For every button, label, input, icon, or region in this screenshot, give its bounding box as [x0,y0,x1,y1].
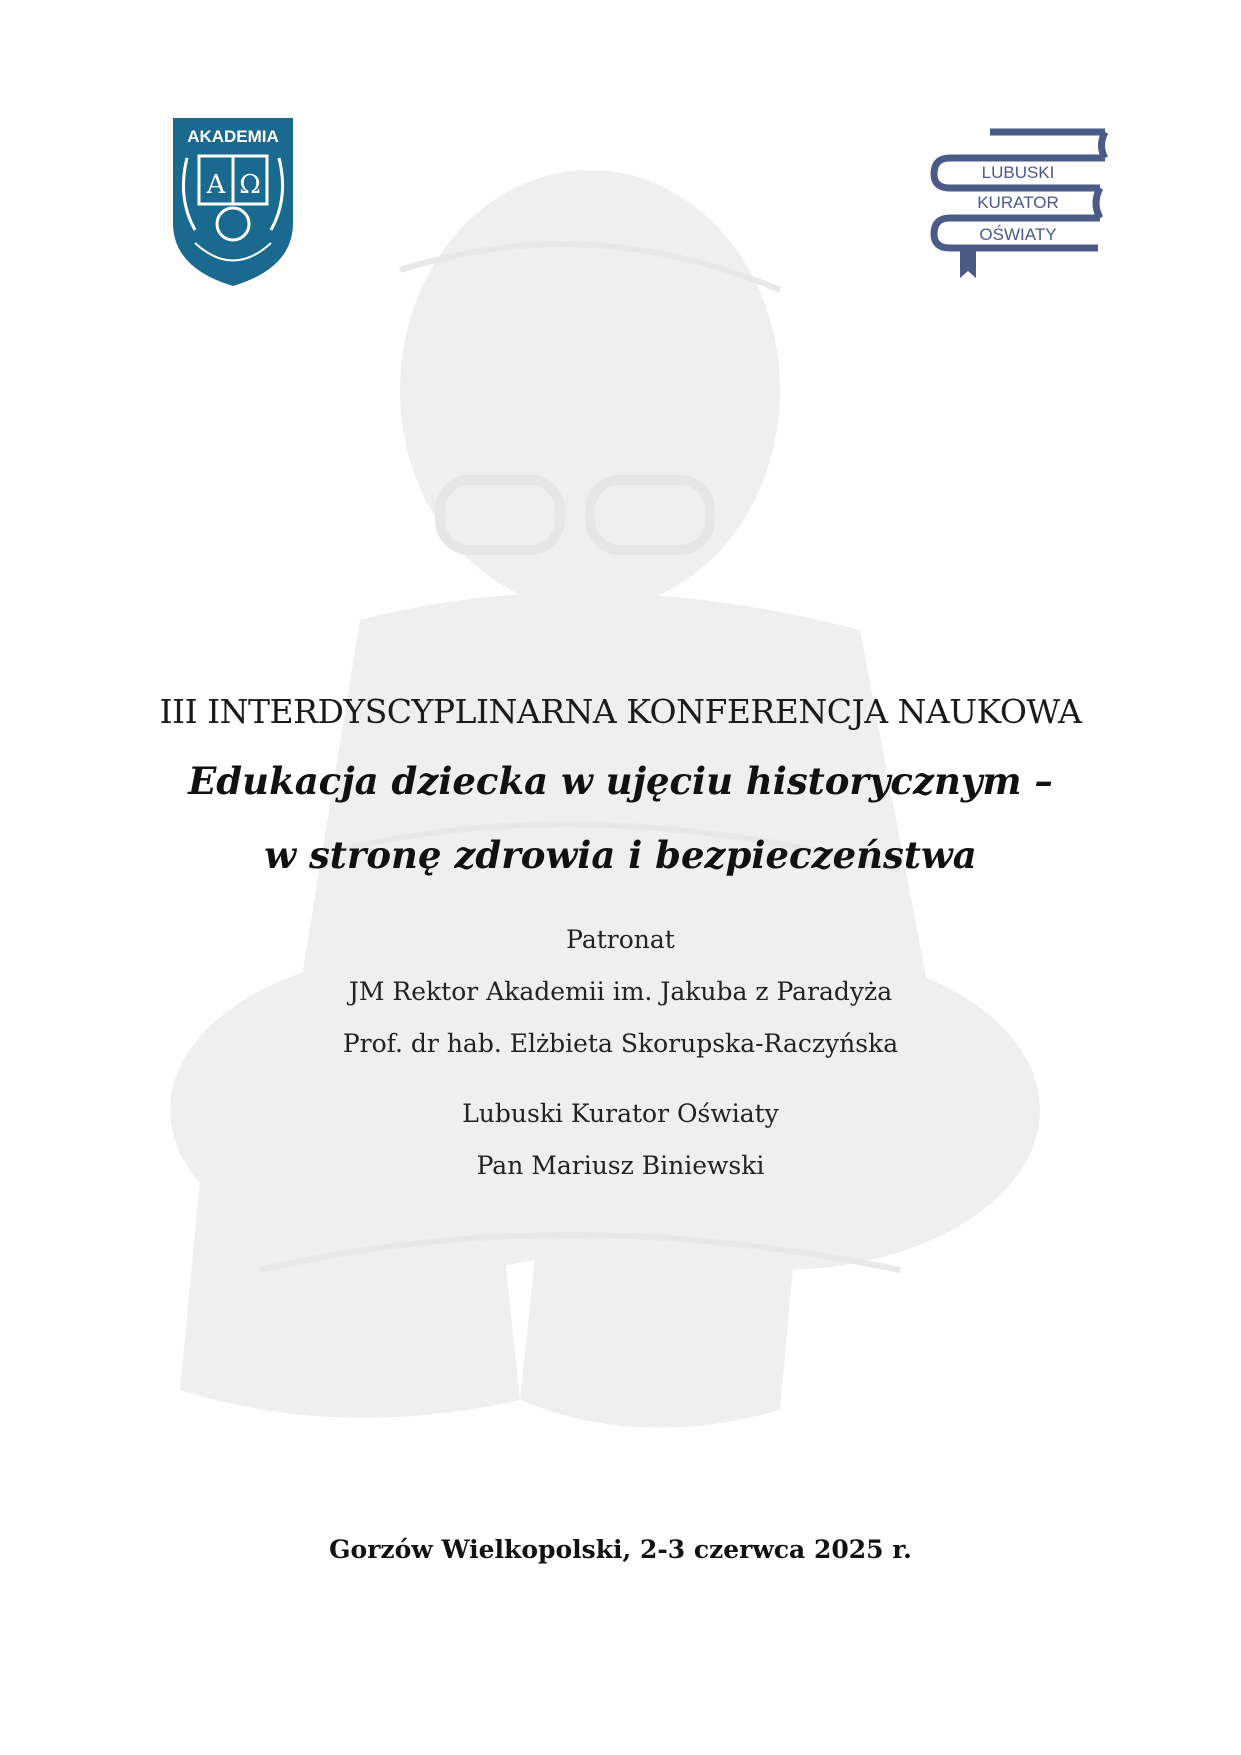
conference-heading: III INTERDYSCYPLINARNA KONFERENCJA NAUKOWA [159,692,1082,731]
kurator-name: Pan Mariusz Biniewski [476,1151,765,1180]
svg-text:Ω: Ω [239,170,261,200]
patronage-label: Patronat [566,925,675,954]
patronage-block [0,914,1241,1192]
rector-title: JM Rektor Akademii im. Jakuba z Paradyża [348,977,893,1006]
rector-name: Prof. dr hab. Elżbieta Skorupska-Raczyńska [342,1029,899,1058]
logo-line-2: KURATOR [977,193,1059,212]
logo-line-3: OŚWIATY [979,225,1057,244]
books-stack-icon [930,128,1110,290]
svg-text:AKADEMIA: AKADEMIA [187,127,279,146]
logo-line-1: LUBUSKI [981,163,1055,182]
title-block [0,690,1241,1192]
akademia-crest-icon [173,118,293,286]
svg-text:Α: Α [206,170,226,200]
conference-title-line-1: Edukacja dziecka w ujęciu historycznym – [188,759,1053,803]
place-and-date: Gorzów Wielkopolski, 2-3 czerwca 2025 r. [329,1535,912,1564]
kurator-title: Lubuski Kurator Oświaty [462,1099,779,1128]
conference-title-line-2: w stronę zdrowia i bezpieczeństwa [264,833,977,877]
